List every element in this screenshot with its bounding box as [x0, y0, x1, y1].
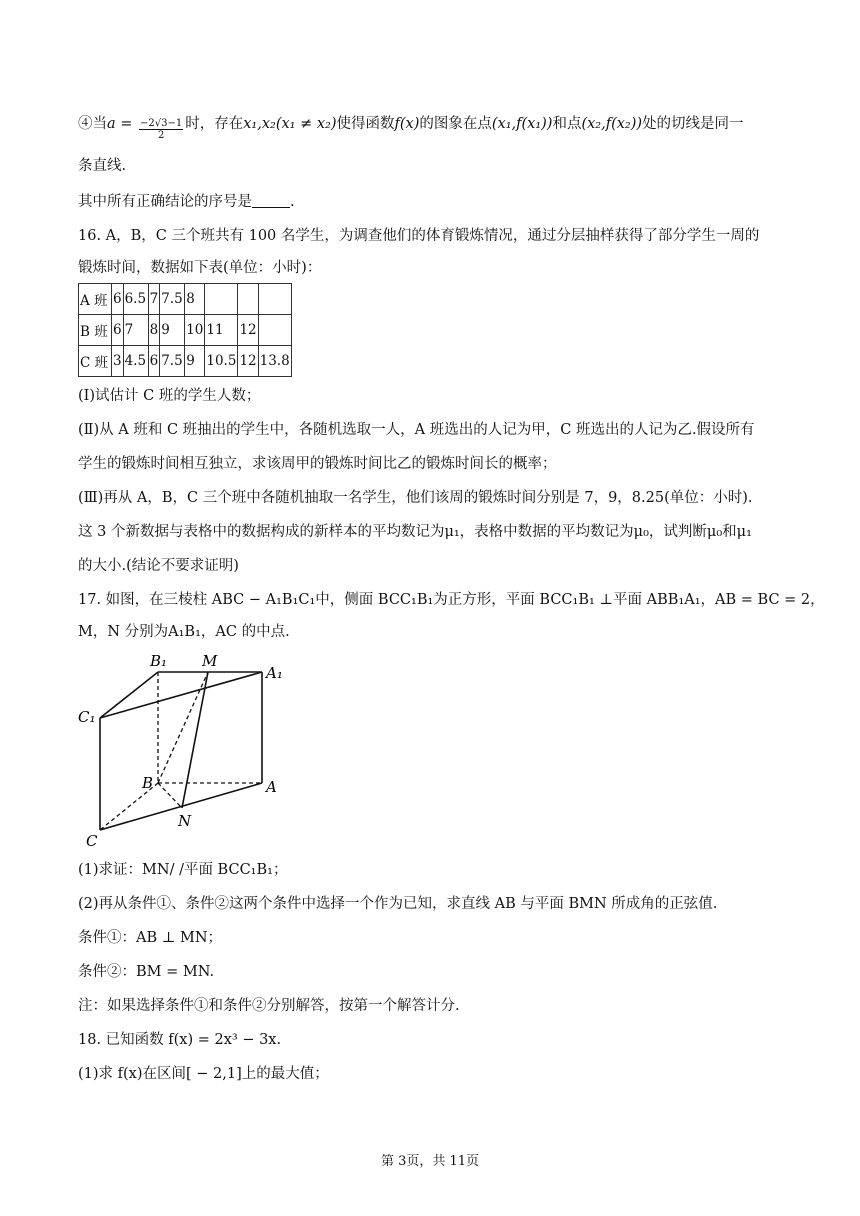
table-cell: 8 [185, 284, 205, 315]
table-cell: 7.5 [160, 284, 185, 315]
q15-item4-line2: 条直线. [78, 158, 127, 174]
q16-part1: (Ⅰ)试估计 C 班的学生人数； [78, 388, 261, 404]
q17-part1: (1)求证：MN/ /平面 BCC₁B₁； [78, 862, 288, 878]
prism-figure [78, 650, 288, 850]
segment-mn [182, 672, 208, 808]
label-a: A [266, 778, 277, 796]
exercise-time-table [78, 283, 292, 377]
label-a1: A₁ [266, 664, 283, 682]
q16-part2-line2: 学生的锻炼时间相互独立，求该周甲的锻炼时间比乙的锻炼时间长的概率； [78, 456, 557, 472]
label-b: B [142, 774, 154, 792]
label-c1: C₁ [78, 708, 96, 726]
q17-stem-line1: 17. 如图，在三棱柱 ABC − A₁B₁C₁中，侧面 BCC₁B₁为正方形，平面 BCC₁B₁ ⊥平面 ABB₁A₁，AB = BC = 2， [78, 592, 825, 608]
table-cell: 12 [238, 346, 258, 377]
page-footer: 第 3页，共 11页 [380, 1154, 480, 1169]
q16-part3-line3: 的大小.(结论不要求证明) [78, 558, 239, 574]
table-cell: B 班 [79, 315, 112, 346]
table-cell [258, 284, 291, 315]
table-cell: 9 [185, 346, 205, 377]
label-n: N [178, 812, 192, 830]
table-cell: 7 [148, 284, 160, 315]
table-cell: 6 [112, 284, 124, 315]
table-cell: 6 [148, 346, 160, 377]
q17-condition1: 条件①：AB ⊥ MN； [78, 930, 223, 946]
table-cell [205, 284, 238, 315]
q18-part1: (1)求 f(x)在区间[ − 2,1]上的最大值； [78, 1066, 329, 1082]
q18-stem: 18. 已知函数 f(x) = 2x³ − 3x. [78, 1032, 282, 1048]
q17-condition2: 条件②：BM = MN. [78, 964, 215, 980]
q15-item4-line1: ④当a = $\frac{-2√3-1}{2}$ 时，存在x₁,x₂(x₁ ≠ x₂)使得函数f(x)的图象在点(x₁,f(x₁))和点(x₂,f(x₂))处的切线是同一 [78, 116, 744, 141]
table-cell: 7 [123, 315, 148, 346]
table-cell: 4.5 [123, 346, 148, 377]
table-cell: 7.5 [160, 346, 185, 377]
q17-part2: (2)再从条件①、条件②这两个条件中选择一个作为已知，求直线 AB 与平面 BMN 所成角的正弦值. [78, 896, 718, 912]
table-cell: 13.8 [258, 346, 291, 377]
edge-c1-b1 [100, 672, 158, 718]
table-cell: 8 [148, 315, 160, 346]
table-cell [258, 315, 291, 346]
label-m: M [202, 652, 218, 670]
table-cell: 3 [112, 346, 124, 377]
table-cell [238, 284, 258, 315]
q16-part2-line1: (Ⅱ)从 A 班和 C 班抽出的学生中，各随机选取一人，A 班选出的人记为甲，C 班选出的人记为乙.假设所有 [78, 422, 755, 438]
table-row [79, 315, 292, 346]
label-b1: B₁ [150, 652, 168, 670]
answer-blank [252, 193, 290, 208]
q15-answer-prompt: 其中所有正确结论的序号是 . [78, 194, 295, 210]
table-cell: 6.5 [123, 284, 148, 315]
label-c: C [86, 832, 98, 850]
q16-part3-line2: 这 3 个新数据与表格中的数据构成的新样本的平均数记为μ₁，表格中数据的平均数记为μ₀，试判断μ₀和μ₁ [78, 524, 752, 540]
table-cell: 10.5 [205, 346, 238, 377]
q16-part3-line1: (Ⅲ)再从 A，B，C 三个班中各随机抽取一名学生，他们该周的锻炼时间分别是 7，9，8.25(单位：小时). [78, 490, 753, 506]
q16-stem-line2: 锻炼时间，数据如下表(单位：小时)： [78, 260, 322, 276]
table-row [79, 284, 292, 315]
q16-stem-line1: 16. A，B，C 三个班共有 100 名学生，为调查他们的体育锻炼情况，通过分层抽样获得了部分学生一周的 [78, 228, 760, 244]
table-cell: 10 [185, 315, 205, 346]
table-cell: 11 [205, 315, 238, 346]
table-row [79, 346, 292, 377]
table-cell: 9 [160, 315, 185, 346]
q17-stem-line2: M，N 分别为A₁B₁，AC 的中点. [78, 624, 290, 640]
segment-bn [158, 783, 182, 808]
fraction: $\frac{-2√3-1}{2}$ [140, 118, 183, 141]
table-cell: 12 [238, 315, 258, 346]
edge-c1-a1 [100, 672, 262, 718]
table-cell: C 班 [79, 346, 112, 377]
table-cell: A 班 [79, 284, 112, 315]
table-cell: 6 [112, 315, 124, 346]
q17-note: 注：如果选择条件①和条件②分别解答，按第一个解答计分. [78, 998, 460, 1014]
